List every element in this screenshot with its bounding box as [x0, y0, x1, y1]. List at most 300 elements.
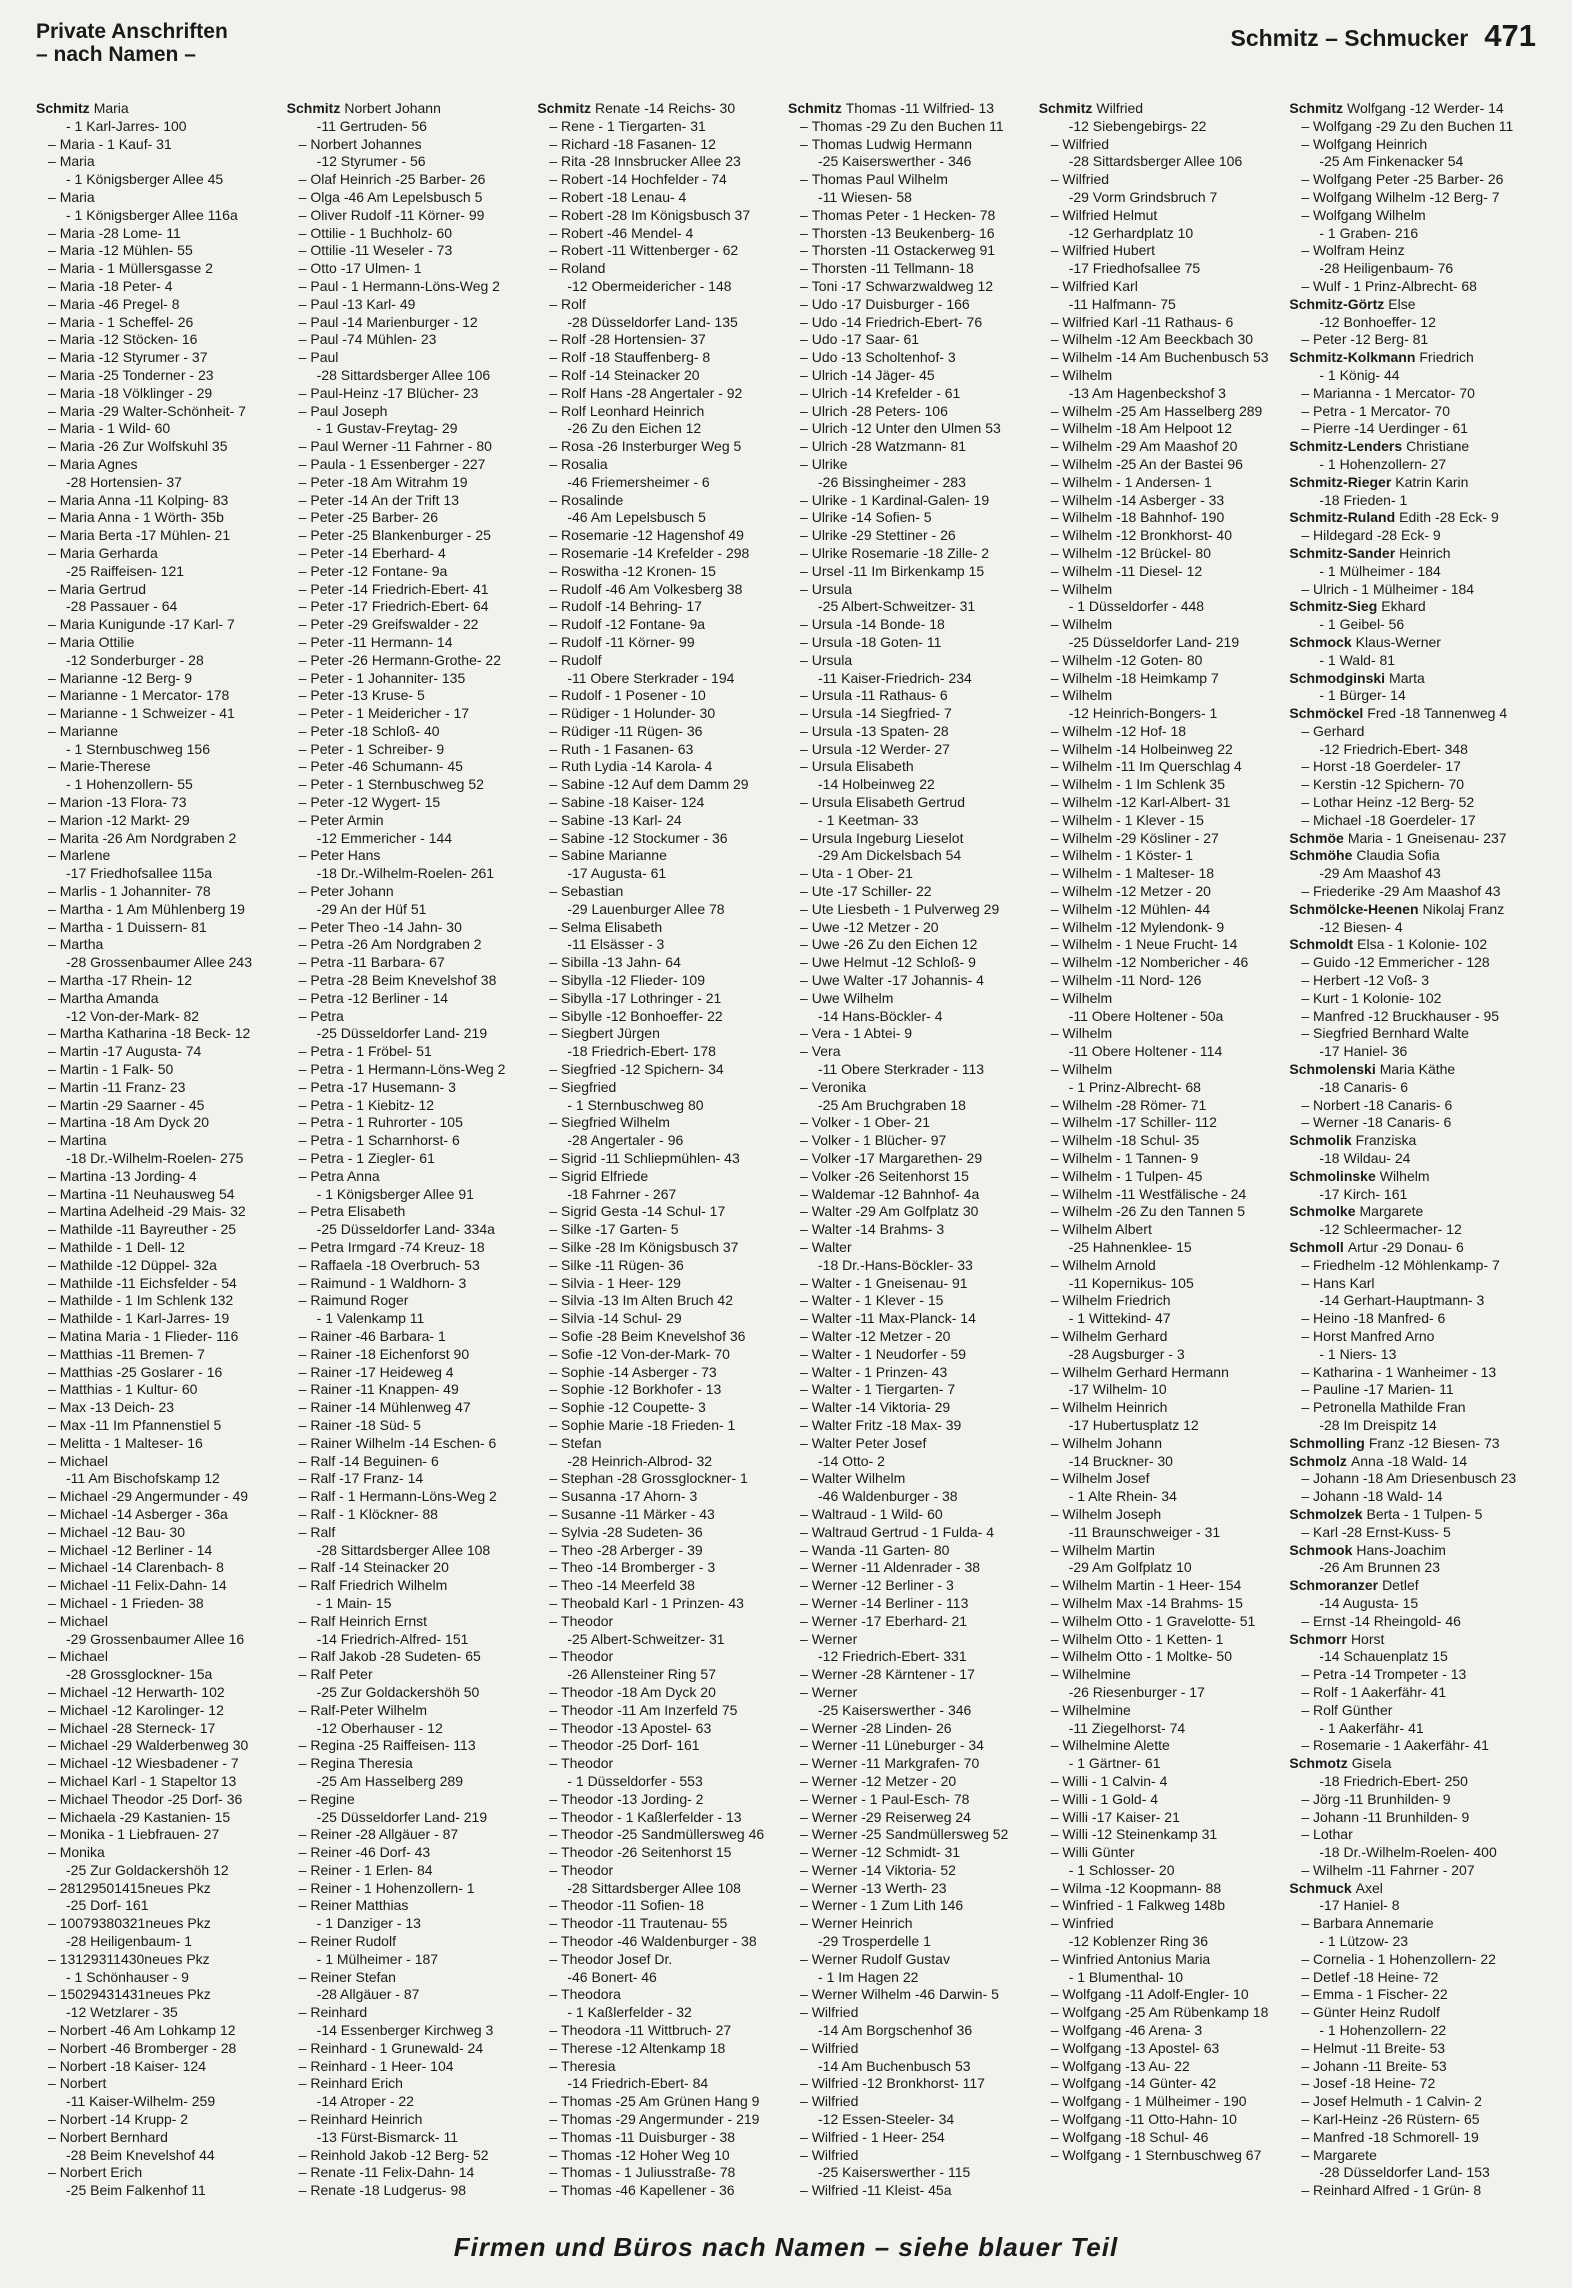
directory-entry: [1289, 1933, 1536, 1951]
entry-text: Maria: [59, 188, 95, 205]
directory-entry: [1289, 1150, 1536, 1168]
entry-text: Norbert: [59, 2075, 107, 2092]
entry-text: Mathilde - 1 Im Schlenk 132: [59, 1292, 234, 1309]
directory-entry: [287, 1595, 534, 1613]
entry-text: Wilhelm - 1 Klever - 15: [1062, 811, 1204, 828]
directory-entry: [287, 1666, 534, 1684]
directory-entry: [537, 278, 784, 296]
surname-heading: Schmook: [1289, 1541, 1353, 1558]
entry-text: Wilfried: [1062, 135, 1110, 152]
directory-entry: [1289, 1844, 1536, 1862]
directory-entry: [1289, 2182, 1536, 2200]
directory-entry: [788, 1702, 1035, 1720]
entry-text: -25 Am Hasselberg 289: [316, 1772, 463, 1789]
directory-entry: [788, 153, 1035, 171]
directory-entry: [287, 545, 534, 563]
entry-text: Ralf -14 Beguinen- 6: [310, 1452, 439, 1469]
directory-entry: [537, 1773, 784, 1791]
entry-text: Peter -11 Hermann- 14: [310, 633, 453, 650]
directory-entry: [36, 225, 283, 243]
directory-entry: [287, 581, 534, 599]
entry-text: Theresia: [561, 2057, 616, 2074]
directory-entry: [1289, 563, 1536, 581]
directory-entry: [1039, 1043, 1286, 1061]
directory-entry: [36, 420, 283, 438]
entry-text: -25 Albert-Schweitzer- 31: [567, 1630, 725, 1647]
entry-text: Siegfried Bernhard Walte: [1313, 1025, 1469, 1042]
entry-text: Norbert -18 Kaiser- 124: [59, 2057, 206, 2074]
entry-text: Claudia Sofia: [1356, 847, 1440, 864]
directory-entry: [287, 741, 534, 759]
directory-entry: [537, 1595, 784, 1613]
directory-entry: [788, 1061, 1035, 1079]
directory-entry: [287, 1791, 534, 1809]
entry-text: Rudolf -12 Fontane- 9a: [561, 616, 706, 633]
directory-entry: [1289, 847, 1536, 865]
entry-text: - 1 Im Hagen 22: [818, 1968, 919, 1985]
directory-entry: [1039, 2004, 1286, 2022]
directory-entry: [36, 171, 283, 189]
entry-text: Thomas -12 Hoher Weg 10: [561, 2146, 730, 2163]
entry-text: - 1 Schlosser- 20: [1068, 1861, 1175, 1878]
entry-text: Maria -18 Völklinger - 29: [59, 384, 213, 401]
entry-text: Maria -12 Mühlen- 55: [59, 242, 193, 259]
entry-text: -28 Sittardsberger Allee 108: [567, 1879, 741, 1896]
entry-text: Wolfram Heinz: [1313, 242, 1405, 259]
directory-entry: [1289, 492, 1536, 510]
entry-text: Ralf Jakob -28 Sudeten- 65: [310, 1648, 481, 1665]
entry-text: Reinhard Alfred - 1 Grün- 8: [1313, 2182, 1482, 2199]
entry-text: Rudolf -11 Körner- 99: [561, 633, 695, 650]
entry-text: Thorsten -11 Ostackerweg 91: [811, 242, 996, 259]
entry-text: Reiner Matthias: [310, 1897, 409, 1914]
directory-entry: [1289, 118, 1536, 136]
entry-text: Otto -17 Ulmen- 1: [310, 260, 422, 277]
directory-entry: [1039, 1346, 1286, 1364]
directory-entry: [36, 2075, 283, 2093]
entry-text: Sibylla -17 Lothringer - 21: [561, 989, 722, 1006]
entry-text: Werner Wilhelm -46 Darwin- 5: [811, 1986, 999, 2003]
entry-text: Wilfried: [811, 2093, 859, 2110]
directory-entry: [537, 1844, 784, 1862]
directory-entry: [36, 100, 283, 118]
entry-text: Ralf - 1 Klöckner- 88: [310, 1505, 438, 1522]
directory-entry: [1289, 136, 1536, 154]
entry-text: Josef Helmuth - 1 Calvin- 2: [1313, 2093, 1482, 2110]
entry-text: Johann -18 Wald- 14: [1313, 1488, 1443, 1505]
directory-entry: [537, 1915, 784, 1933]
directory-entry: [1039, 1951, 1286, 1969]
entry-text: Norbert -18 Canaris- 6: [1313, 1096, 1453, 1113]
directory-entry: [537, 1631, 784, 1649]
entry-text: Petra -11 Barbara- 67: [310, 954, 445, 971]
entry-text: Wilhelm -12 Bronkhorst- 40: [1062, 527, 1232, 544]
directory-entry: [287, 1613, 534, 1631]
directory-entry: [537, 1364, 784, 1382]
entry-text: Wilhelm -11 Fahrner - 207: [1313, 1861, 1475, 1878]
directory-entry: [1039, 260, 1286, 278]
entry-text: Else: [1388, 295, 1416, 312]
directory-entry: [537, 189, 784, 207]
entry-text: Detlef -18 Heine- 72: [1313, 1968, 1439, 1985]
directory-entry: [1289, 189, 1536, 207]
entry-text: Wilhelm -14 Am Buchenbusch 53: [1062, 349, 1269, 366]
directory-entry: [1289, 1381, 1536, 1399]
entry-text: Udo -17 Saar- 61: [811, 331, 920, 348]
entry-text: Wilhelm -25 An der Bastei 96: [1062, 455, 1243, 472]
directory-entry: [788, 954, 1035, 972]
entry-text: Wilhelm -12 Brückel- 80: [1062, 544, 1211, 561]
entry-text: Werner -17 Eberhard- 21: [811, 1612, 968, 1629]
surname-heading: Schmitz: [537, 100, 592, 116]
surname-heading: Schmolling: [1289, 1434, 1365, 1451]
entry-text: Wilfried: [811, 2146, 859, 2163]
directory-entry: [1039, 723, 1286, 741]
entry-text: Pauline -17 Marien- 11: [1313, 1381, 1454, 1398]
directory-entry: [1039, 492, 1286, 510]
entry-text: Wilfried -11 Kleist- 45a: [811, 2182, 952, 2199]
directory-entry: [788, 260, 1035, 278]
entry-text: Rainer Wilhelm -14 Eschen- 6: [310, 1434, 497, 1451]
entry-text: Volker - 1 Blücher- 97: [811, 1132, 947, 1149]
entry-text: Reinhard - 1 Heer- 104: [310, 2057, 454, 2074]
entry-text: - 1 Königsberger Allee 45: [66, 171, 224, 188]
directory-entry: [287, 2164, 534, 2182]
entry-text: Peter -17 Friedrich-Ebert- 64: [310, 598, 489, 615]
directory-entry: [1039, 758, 1286, 776]
entry-text: - 1 Wald- 81: [1319, 651, 1396, 668]
directory-entry: [287, 901, 534, 919]
directory-entry: [287, 367, 534, 385]
surname-heading: Schmolz: [1289, 1452, 1347, 1469]
directory-entry: [537, 563, 784, 581]
entry-text: Katrin Karin: [1395, 473, 1469, 490]
entry-text: Reinhold Jakob -12 Berg- 52: [310, 2146, 489, 2163]
directory-entry: [537, 1702, 784, 1720]
entry-text: Wulf - 1 Prinz-Albrecht- 68: [1313, 277, 1477, 294]
directory-entry: [1039, 1969, 1286, 1987]
directory-entry: [1039, 581, 1286, 599]
directory-entry: [537, 2182, 784, 2200]
directory-entry: [287, 1453, 534, 1471]
directory-entry: [287, 1577, 534, 1595]
entry-text: Norbert Erich: [59, 2164, 143, 2181]
entry-text: Wilfried Karl: [1062, 277, 1138, 294]
directory-entry: [1289, 314, 1536, 332]
entry-text: Lothar: [1313, 1826, 1353, 1843]
entry-text: -14 Atroper - 22: [316, 2093, 414, 2110]
directory-entry: [36, 598, 283, 616]
directory-entry: [1289, 2075, 1536, 2093]
directory-entry: [287, 847, 534, 865]
directory-entry: [287, 990, 534, 1008]
entry-text: Reiner Stefan: [310, 1968, 396, 1985]
entry-text: Wilhelm -11 Im Querschlag 4: [1062, 758, 1242, 775]
directory-entry: [537, 349, 784, 367]
directory-entry: [1039, 1292, 1286, 1310]
directory-entry: [36, 2147, 283, 2165]
directory-entry: [788, 2004, 1035, 2022]
directory-entry: [36, 581, 283, 599]
directory-entry: [537, 1613, 784, 1631]
entry-text: Maria Ottilie: [59, 633, 135, 650]
entry-text: -28 Passauer - 64: [66, 598, 178, 615]
entry-text: Raffaela -18 Overbruch- 53: [310, 1256, 480, 1273]
entry-text: Robert -18 Lenau- 4: [561, 188, 687, 205]
directory-entry: [36, 2058, 283, 2076]
directory-entry: [287, 242, 534, 260]
directory-entry: [537, 2093, 784, 2111]
entry-text: -13 Fürst-Bismarck- 11: [316, 2128, 458, 2145]
entry-text: Theodor -25 Dorf- 161: [561, 1737, 700, 1754]
entry-text: Wolfgang -18 Schul- 46: [1062, 2128, 1209, 2145]
directory-entry: [36, 1488, 283, 1506]
directory-entry: [1289, 207, 1536, 225]
entry-text: Ursula -14 Bonde- 18: [811, 616, 945, 633]
entry-text: -26 Zu den Eichen 12: [567, 420, 702, 437]
entry-text: Sigrid Elfriede: [561, 1167, 649, 1184]
entry-text: Wilhelm -18 Bahnhof- 190: [1062, 509, 1225, 526]
entry-text: -25 Düsseldorfer Land- 219: [1068, 633, 1240, 650]
directory-entry: [1289, 758, 1536, 776]
entry-text: Michael -12 Karolinger- 12: [59, 1701, 224, 1718]
directory-entry: [537, 509, 784, 527]
entry-text: Anna -18 Wald- 14: [1350, 1452, 1468, 1469]
directory-entry: [287, 171, 534, 189]
directory-entry: [287, 598, 534, 616]
entry-text: Silvia -14 Schul- 29: [561, 1310, 682, 1327]
directory-entry: [1289, 1506, 1536, 1524]
directory-entry: [287, 1631, 534, 1649]
surname-heading: Schmolke: [1289, 1203, 1356, 1220]
entry-text: Mathilde -11 Bayreuther - 25: [59, 1221, 237, 1238]
entry-text: Rosalinde: [561, 491, 624, 508]
entry-text: - 1 Main- 15: [316, 1594, 392, 1611]
entry-text: Walter -14 Viktoria- 29: [811, 1399, 951, 1416]
directory-entry: [1039, 1488, 1286, 1506]
entry-text: Ursula -11 Rathaus- 6: [811, 687, 948, 704]
entry-text: Peter -46 Schumann- 45: [310, 758, 463, 775]
entry-text: Wolfgang -13 Apostel- 63: [1062, 2039, 1220, 2056]
entry-text: -29 Lauenburger Allee 78: [567, 900, 725, 917]
directory-entry: [1289, 794, 1536, 812]
entry-text: -12 Essen-Steeler- 34: [818, 2111, 955, 2128]
entry-text: Wilhelm -12 Hof- 18: [1062, 722, 1187, 739]
entry-text: Theodor -11 Am Inzerfeld 75: [561, 1701, 738, 1718]
directory-entry: [287, 2182, 534, 2200]
directory-entry: [788, 741, 1035, 759]
directory-entry: [788, 634, 1035, 652]
entry-text: Robert -28 Im Königsbusch 37: [561, 206, 751, 223]
entry-text: Wilhelm - 1 Köster- 1: [1062, 847, 1194, 864]
directory-entry: [1289, 1061, 1536, 1079]
directory-entry: [1039, 936, 1286, 954]
directory-entry: [537, 1186, 784, 1204]
entry-text: Theodor -13 Apostel- 63: [561, 1719, 712, 1736]
entry-text: Petra - 1 Fröbel- 51: [310, 1043, 432, 1060]
directory-entry: [788, 207, 1035, 225]
entry-text: -25 Kaiserswerther - 115: [818, 2164, 971, 2181]
entry-text: Silke -17 Garten- 5: [561, 1221, 679, 1238]
directory-entry: [36, 1577, 283, 1595]
entry-text: Walter - 1 Neudorfer - 59: [811, 1345, 967, 1362]
entry-text: -12 Koblenzer Ring 36: [1068, 1933, 1208, 1950]
directory-entry: [1039, 1542, 1286, 1560]
entry-text: Susanna -17 Ahorn- 3: [561, 1488, 698, 1505]
entry-text: Werner -28 Linden- 26: [811, 1719, 952, 1736]
entry-text: Siegfried -12 Spichern- 34: [561, 1061, 724, 1078]
directory-entry: [287, 1915, 534, 1933]
directory-entry: [1289, 634, 1536, 652]
directory-entry: [36, 545, 283, 563]
directory-entry: [537, 260, 784, 278]
entry-text: -12 Biesen- 4: [1319, 918, 1403, 935]
entry-text: -26 Bissingheimer - 283: [818, 473, 966, 490]
surname-heading: Schmolzek: [1289, 1505, 1363, 1522]
directory-entry: [287, 509, 534, 527]
entry-text: Friedrich: [1419, 349, 1474, 366]
entry-text: Wilhelm Max -14 Brahms- 15: [1062, 1594, 1243, 1611]
directory-entry: [1039, 1648, 1286, 1666]
entry-text: Ulrich -14 Jäger- 45: [811, 366, 935, 383]
entry-text: -14 Holbeinweg 22: [818, 776, 935, 793]
directory-entry: [36, 1043, 283, 1061]
entry-text: Maria Berta -17 Mühlen- 21: [59, 527, 231, 544]
directory-entry: [1289, 830, 1536, 848]
directory-entry: [1039, 545, 1286, 563]
directory-entry: [537, 1257, 784, 1275]
directory-entry: [788, 1595, 1035, 1613]
directory-entry: [788, 1470, 1035, 1488]
directory-entry: [537, 242, 784, 260]
directory-column-4: [788, 100, 1035, 2202]
entry-text: Theodor: [561, 1755, 614, 1772]
directory-entry: [287, 225, 534, 243]
directory-entry: [1289, 1275, 1536, 1293]
entry-text: Robert -11 Wittenberger - 62: [561, 242, 739, 259]
directory-entry: [287, 1257, 534, 1275]
entry-text: Jörg -11 Brunhilden- 9: [1313, 1790, 1451, 1807]
directory-entry: [537, 1114, 784, 1132]
entry-text: Willi Günter: [1062, 1844, 1135, 1861]
entry-text: Johann -18 Am Driesenbusch 23: [1313, 1470, 1517, 1487]
entry-text: Martin -17 Augusta- 74: [59, 1043, 202, 1060]
directory-entry: [788, 545, 1035, 563]
directory-entry: [788, 2040, 1035, 2058]
directory-entry: [1289, 1417, 1536, 1435]
directory-entry: [537, 1381, 784, 1399]
directory-entry: [36, 1542, 283, 1560]
directory-entry: [1289, 723, 1536, 741]
entry-text: Thomas -29 Zu den Buchen 11: [811, 117, 1004, 134]
directory-entry: [36, 1292, 283, 1310]
entry-text: Marlene: [59, 847, 111, 864]
directory-entry: [1039, 2040, 1286, 2058]
directory-entry: [36, 1132, 283, 1150]
entry-text: Waldemar -12 Bahnhof- 4a: [811, 1185, 980, 1202]
directory-entry: [1289, 367, 1536, 385]
directory-entry: [1289, 954, 1536, 972]
directory-entry: [36, 1186, 283, 1204]
entry-text: Manfred -12 Bruckhauser - 95: [1313, 1007, 1500, 1024]
entry-text: Paul -14 Marienburger - 12: [310, 313, 478, 330]
directory-entry: [287, 278, 534, 296]
entry-text: Wilhelm -14 Asberger - 33: [1062, 491, 1225, 508]
directory-entry: [1289, 1310, 1536, 1328]
directory-entry: [287, 1328, 534, 1346]
directory-entry: [1039, 794, 1286, 812]
directory-entry: [287, 2111, 534, 2129]
directory-entry: [788, 1310, 1035, 1328]
directory-entry: [788, 296, 1035, 314]
directory-entry: [1289, 1364, 1536, 1382]
directory-entry: [1039, 278, 1286, 296]
directory-entry: [788, 314, 1035, 332]
entry-text: Peter -26 Hermann-Grothe- 22: [310, 651, 501, 668]
directory-entry: [537, 1239, 784, 1257]
entry-text: Petra -28 Beim Knevelshof 38: [310, 972, 497, 989]
entry-text: Robert -14 Hochfelder - 74: [561, 171, 727, 188]
entry-text: Sophie -12 Borkhofer - 13: [561, 1381, 722, 1398]
directory-entry: [36, 901, 283, 919]
entry-text: Petra Elisabeth: [310, 1203, 406, 1220]
name-range: Schmitz – Schmucker: [1230, 25, 1469, 51]
entry-text: Martina: [59, 1132, 107, 1149]
entry-text: -11 Obere Sterkrader - 194: [567, 669, 735, 686]
entry-text: Mathilde -12 Düppel- 32a: [59, 1256, 217, 1273]
entry-text: Stefan: [561, 1434, 602, 1451]
entry-text: Sibylle -12 Bonhoeffer- 22: [561, 1007, 723, 1024]
entry-text: -13 Am Hagenbeckshof 3: [1068, 384, 1226, 401]
directory-entry: [287, 260, 534, 278]
directory-entry: [537, 1097, 784, 1115]
directory-entry: [788, 136, 1035, 154]
entry-text: [60, 2200, 256, 2202]
directory-entry: [788, 1737, 1035, 1755]
entry-text: Christiane: [1406, 438, 1470, 455]
directory-entry: [1289, 171, 1536, 189]
directory-entry: [788, 1755, 1035, 1773]
entry-text: Margarete: [1313, 2146, 1377, 2163]
directory-entry: [1039, 1666, 1286, 1684]
directory-entry: [537, 1221, 784, 1239]
entry-text: Rosemarie - 1 Aakerfähr- 41: [1313, 1737, 1489, 1754]
directory-entry: [788, 1791, 1035, 1809]
entry-text: Ursula Elisabeth Gertrud: [811, 794, 965, 811]
directory-entry: [1039, 242, 1286, 260]
entry-text: Vera - 1 Abtei- 9: [811, 1025, 913, 1042]
directory-entry: [1289, 581, 1536, 599]
directory-entry: [1289, 1755, 1536, 1773]
entry-text: -11 Obere Holtener - 50a: [1068, 1007, 1224, 1024]
entry-text: Siegfried Wilhelm: [561, 1114, 670, 1131]
entry-text: Walter -14 Brahms- 3: [811, 1221, 945, 1238]
entry-text: Ulrich -28 Watzmann- 81: [811, 438, 967, 455]
directory-entry: [1039, 1025, 1286, 1043]
entry-text: [310, 2200, 434, 2202]
directory-entry: [1289, 652, 1536, 670]
directory-entry: [1289, 1008, 1536, 1026]
directory-entry: [537, 1310, 784, 1328]
entry-text: -12 Friedrich-Ebert- 331: [818, 1648, 967, 1665]
directory-entry: [287, 474, 534, 492]
directory-entry: [788, 652, 1035, 670]
entry-text: 10079380321neues Pkz: [59, 1915, 211, 1932]
entry-text: Michael -14 Asberger - 36a: [59, 1505, 228, 1522]
entry-text: - 1 Valenkamp 11: [316, 1310, 425, 1327]
directory-entry: [1289, 883, 1536, 901]
entry-text: Ursel -11 Im Birkenkamp 15: [811, 562, 985, 579]
